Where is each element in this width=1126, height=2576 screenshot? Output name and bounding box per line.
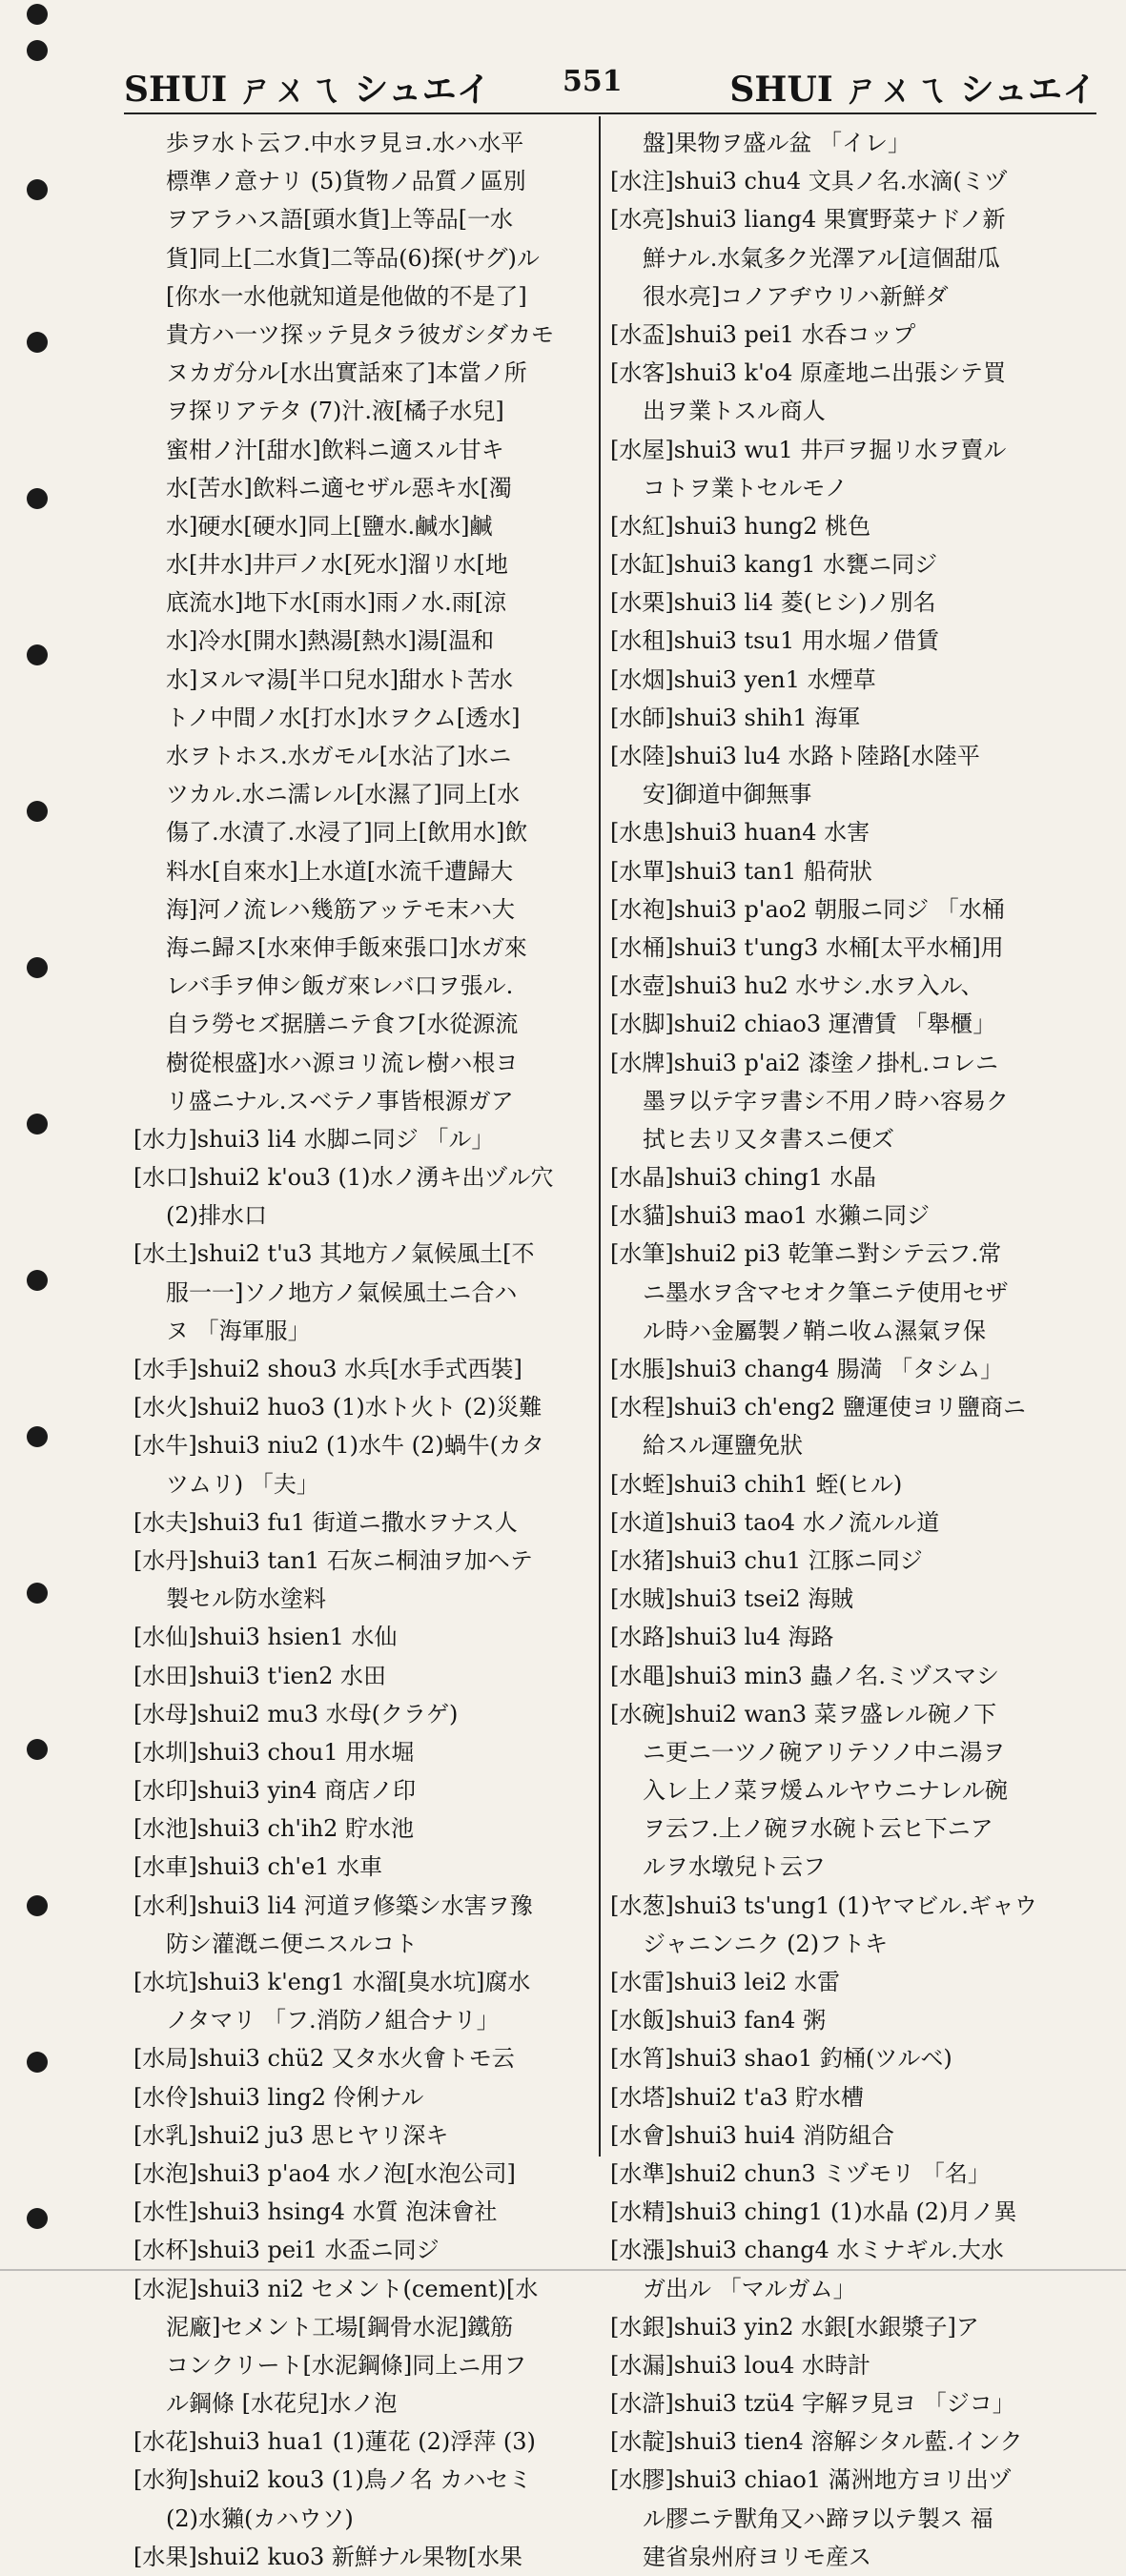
entry-headword-line: [水乳]shui2 ju3 思ヒヤリ深キ xyxy=(133,2121,449,2149)
page-header xyxy=(124,55,1096,112)
entry-headword-line: [水土]shui2 t'u3 其地方ノ氣候風土[不 xyxy=(133,1240,535,1268)
right-column xyxy=(610,124,1073,2576)
scan-edge xyxy=(0,2269,1126,2271)
left-column xyxy=(133,124,596,2576)
entry-continuation-line: (2)水獺(カハウソ) xyxy=(166,2504,354,2532)
entry-headword-line: [水陸]shui3 lu4 水路ト陸路[水陸平 xyxy=(610,743,980,769)
entry-continuation-line: 給スル運鹽免狀 xyxy=(643,1432,803,1460)
binding-hole xyxy=(27,644,48,665)
entry-continuation-line: 水]硬水[硬水]同上[鹽水.鹹水]鹹 xyxy=(166,512,493,540)
entry-continuation-line: ジャニンニク (2)フトキ xyxy=(643,1930,889,1957)
entry-headword-line: [水準]shui2 chun3 ミヅモリ 「名」 xyxy=(610,2159,991,2187)
binding-margin xyxy=(0,0,67,2297)
entry-headword-line: [水亮]shui3 liang4 果實野菜ナドノ新 xyxy=(610,206,1006,234)
entry-headword-line: [水患]shui3 huan4 水害 xyxy=(610,819,870,847)
binding-hole xyxy=(27,2052,48,2073)
entry-headword-line: [水脹]shui3 chang4 腸満 「タシム」 xyxy=(610,1356,1004,1382)
entry-headword-line: [水脚]shui2 chiao3 運漕賃 「舉櫃」 xyxy=(610,1011,996,1038)
entry-headword-line: [水泥]shui3 ni2 セメント(cement)[水 xyxy=(133,2275,539,2302)
entry-headword-line: [水飯]shui3 fan4 粥 xyxy=(610,2007,827,2034)
entry-headword-line: [水局]shui3 chü2 又タ水火會トモ云 xyxy=(133,2045,515,2073)
entry-continuation-line: ヲ探リアテタ (7)汁.液[橘子水兒] xyxy=(166,398,504,425)
entry-headword-line: [水桶]shui3 t'ung3 水桶[太平水桶]用 xyxy=(610,933,1004,961)
entry-headword-line: [水銀]shui3 yin2 水銀[水銀漿子]ア xyxy=(610,2313,979,2341)
entry-headword-line: [水車]shui3 ch'e1 水車 xyxy=(133,1853,383,1881)
entry-continuation-line: ヌカガ分ル[水出實話來了]本當ノ所 xyxy=(166,359,527,387)
entry-headword-line: [水漏]shui3 lou4 水時計 xyxy=(610,2351,871,2379)
entry-headword-line: [水紅]shui3 hung2 桃色 xyxy=(610,512,871,540)
entry-continuation-line: [你水一水他就知道是他做的不是了] xyxy=(166,282,527,310)
entry-continuation-line: ニ墨水ヲ含マセオク筆ニテ使用セザ xyxy=(643,1278,1009,1306)
entry-continuation-line: レバ手ヲ伸シ飯ガ來レバ口ヲ張ル. xyxy=(166,972,514,1000)
page-number: 551 xyxy=(563,65,623,98)
header-left-keyword: SHUI ㄕㄨㄟ シュエイ xyxy=(124,70,491,110)
entry-headword-line: [水缸]shui3 kang1 水甕ニ同ジ xyxy=(610,551,938,579)
entry-continuation-line: ノタマリ 「フ.消防ノ組合ナリ」 xyxy=(166,2007,500,2034)
header-right-keyword: SHUI ㄕㄨㄟ シュエイ xyxy=(729,70,1096,110)
entry-continuation-line: 入レ上ノ菜ヲ煖ムルヤウニナレル碗 xyxy=(643,1777,1008,1805)
entry-headword-line: [水客]shui3 k'o4 原產地ニ出張シテ買 xyxy=(610,359,1007,387)
entry-continuation-line: 水ヲトホス.水ガモル[水沾了]水ニ xyxy=(166,743,512,769)
entry-headword-line: [水壺]shui3 hu2 水サシ.水ヲ入ル、 xyxy=(610,972,984,1000)
entry-continuation-line: 水[井水]井戸ノ水[死水]溜リ水[地 xyxy=(166,551,508,579)
entry-continuation-line: リ盛ニナル.スベテノ事皆根源ガア xyxy=(166,1087,514,1114)
entry-continuation-line: 海]河ノ流レハ幾筋アッテモ末ハ大 xyxy=(166,895,516,923)
entry-headword-line: [水屋]shui3 wu1 井戸ヲ掘リ水ヲ賣ル xyxy=(610,436,1007,463)
binding-hole xyxy=(27,179,48,200)
entry-continuation-line: 傷了.水漬了.水浸了]同上[飲用水]飲 xyxy=(166,819,528,847)
entry-headword-line: [水碗]shui2 wan3 菜ヲ盛レル碗ノ下 xyxy=(610,1700,997,1728)
entry-headword-line: [水猪]shui3 chu1 江豚ニ同ジ xyxy=(610,1546,923,1574)
binding-hole xyxy=(27,801,48,822)
entry-headword-line: [水圳]shui3 chou1 用水堀 xyxy=(133,1738,415,1766)
entry-continuation-line: 水]冷水[開水]熱湯[熱水]湯[温和 xyxy=(166,627,495,655)
entry-continuation-line: 服一一]ソノ地方ノ氣候風土ニ合ハ xyxy=(166,1278,518,1306)
binding-hole xyxy=(27,1426,48,1447)
entry-continuation-line: ガ出ル 「マルガム」 xyxy=(643,2275,856,2302)
entry-continuation-line: 盤]果物ヲ盛ル盆 「イレ」 xyxy=(643,130,911,156)
entry-continuation-line: 海ニ歸ス[水來伸手飯來張口]水ガ來 xyxy=(166,933,527,961)
entry-headword-line: [水租]shui3 tsu1 用水堀ノ借賃 xyxy=(610,627,939,655)
column-divider xyxy=(599,116,601,2157)
entry-continuation-line: 料水[自來水]上水道[水流千遭歸大 xyxy=(166,857,514,885)
entry-headword-line: [水單]shui3 tan1 船荷狀 xyxy=(610,857,872,885)
entry-headword-line: [水性]shui3 hsing4 水質 泡沫會社 xyxy=(133,2198,498,2226)
entry-headword-line: [水烟]shui3 yen1 水煙草 xyxy=(610,665,876,693)
binding-hole xyxy=(27,1270,48,1291)
entry-continuation-line: 出ヲ業トスル商人 xyxy=(643,398,826,425)
entry-continuation-line: コトヲ業トセルモノ xyxy=(643,474,849,501)
entry-continuation-line: 底流水]地下水[雨水]雨ノ水.雨[涼 xyxy=(166,589,507,617)
entry-headword-line: [水仙]shui3 hsien1 水仙 xyxy=(133,1624,398,1651)
entry-continuation-line: ル鋼條 [水花兒]水ノ泡 xyxy=(166,2390,398,2418)
entry-continuation-line: ヌ 「海軍服」 xyxy=(166,1317,311,1344)
entry-continuation-line: 安]御道中御無事 xyxy=(643,781,812,808)
entry-continuation-line: 水[苦水]飲料ニ適セザル惡キ水[濁 xyxy=(166,474,512,501)
entry-continuation-line: 防シ灌漑ニ便ニスルコト xyxy=(166,1930,418,1957)
entry-continuation-line: 歩ヲ水ト云フ.中水ヲ見ヨ.水ハ水平 xyxy=(166,130,524,156)
entry-headword-line: [水筲]shui3 shao1 釣桶(ツルベ) xyxy=(610,2045,952,2073)
entry-continuation-line: 水]ヌルマ湯[半口兒水]甜水ト苦水 xyxy=(166,665,514,693)
entry-headword-line: [水賊]shui3 tsei2 海賊 xyxy=(610,1585,854,1613)
entry-headword-line: [水精]shui3 ching1 (1)水晶 (2)月ノ異 xyxy=(610,2198,1017,2226)
entry-continuation-line: 樹從根盛]水ハ源ヨリ流レ樹ハ根ヨ xyxy=(166,1049,519,1076)
entry-headword-line: [水坑]shui3 k'eng1 水溜[臭水坑]腐水 xyxy=(133,1969,531,1995)
entry-headword-line: [水田]shui3 t'ien2 水田 xyxy=(133,1662,387,1689)
entry-continuation-line: ル膠ニテ獸角又ハ蹄ヲ以テ製ス 福 xyxy=(643,2504,993,2532)
entry-continuation-line: 蜜柑ノ汁[甜水]飲料ニ適スル甘キ xyxy=(166,436,504,463)
entry-headword-line: [水泡]shui3 p'ao4 水ノ泡[水泡公司] xyxy=(133,2159,516,2187)
binding-hole xyxy=(27,1895,48,1916)
entry-headword-line: [水夫]shui3 fu1 街道ニ撒水ヲナス人 xyxy=(133,1508,518,1536)
entry-headword-line: [水會]shui3 hui4 消防組合 xyxy=(610,2121,895,2149)
entry-headword-line: [水雷]shui3 lei2 水雷 xyxy=(610,1969,840,1995)
entry-continuation-line: 拭ヒ去リ又タ書スニ便ズ xyxy=(643,1125,894,1153)
entry-continuation-line: トノ中間ノ水[打水]水ヲクム[透水] xyxy=(166,704,521,731)
entry-continuation-line: ヲアラハス語[頭水貨]上等品[一水 xyxy=(166,206,514,234)
entry-headword-line: [水貓]shui3 mao1 水獺ニ同ジ xyxy=(610,1202,930,1230)
entry-headword-line: [水路]shui3 lu4 海路 xyxy=(610,1624,834,1651)
entry-continuation-line: 自ラ勞セズ据膳ニテ食フ[水從源流 xyxy=(166,1011,519,1038)
entry-continuation-line: ル時ハ金屬製ノ鞘ニ收ム濕氣ヲ保 xyxy=(643,1317,986,1344)
entry-headword-line: [水膠]shui3 chiao1 滿洲地方ヨリ出ヅ xyxy=(610,2466,1012,2494)
binding-hole xyxy=(27,4,48,25)
entry-continuation-line: ヲ云フ.上ノ碗ヲ水碗ト云ヒ下ニア xyxy=(643,1815,993,1843)
entry-continuation-line: ツムリ) 「夫」 xyxy=(166,1470,319,1498)
entry-continuation-line: 鮮ナル.水氣多ク光澤アル[這個甜瓜 xyxy=(643,244,1000,272)
entry-headword-line: [水母]shui2 mu3 水母(クラゲ) xyxy=(133,1700,459,1728)
entry-headword-line: [水滸]shui3 tzü4 字解ヲ見ヨ 「ジコ」 xyxy=(610,2390,1015,2418)
entry-continuation-line: 貴方ハ一ツ探ッテ見タラ彼ガシダカモ xyxy=(166,320,555,348)
entry-headword-line: [水程]shui3 ch'eng2 鹽運使ヨリ鹽商ニ xyxy=(610,1394,1026,1421)
entry-headword-line: [水力]shui3 li4 水脚ニ同ジ 「ル」 xyxy=(133,1125,495,1153)
entry-headword-line: [水袍]shui3 p'ao2 朝服ニ同ジ 「水桶 xyxy=(610,895,1005,923)
binding-hole xyxy=(27,1583,48,1604)
entry-continuation-line: ルヲ水墩兒ト云フ xyxy=(643,1853,826,1881)
entry-continuation-line: 標準ノ意ナリ (5)貨物ノ品質ノ區別 xyxy=(166,168,526,195)
binding-hole xyxy=(27,1739,48,1760)
entry-headword-line: [水火]shui2 huo3 (1)水ト火ト (2)災難 xyxy=(133,1394,543,1421)
entry-headword-line: [水注]shui3 chu4 文具ノ名.水滴(ミヅ xyxy=(610,168,1008,195)
header-rule xyxy=(124,112,1096,114)
entry-continuation-line: 製セル防水塗料 xyxy=(166,1585,326,1613)
entry-headword-line: [水狗]shui2 kou3 (1)鳥ノ名 カハセミ xyxy=(133,2466,532,2494)
binding-hole xyxy=(27,332,48,353)
entry-headword-line: [水印]shui3 yin4 商店ノ印 xyxy=(133,1777,417,1805)
binding-hole xyxy=(27,957,48,978)
entry-headword-line: [水果]shui2 kuo3 新鮮ナル果物[水果 xyxy=(133,2543,523,2570)
entry-headword-line: [水道]shui3 tao4 水ノ流ルル道 xyxy=(610,1508,940,1536)
entry-continuation-line: コンクリート[水泥鋼條]同上ニ用フ xyxy=(166,2351,527,2379)
entry-headword-line: [水丹]shui3 tan1 石灰ニ桐油ヲ加ヘテ xyxy=(133,1546,533,1574)
entry-headword-line: [水口]shui2 k'ou3 (1)水ノ湧キ出ヅル穴 xyxy=(133,1164,554,1192)
binding-hole xyxy=(27,40,48,61)
entry-headword-line: [水手]shui2 shou3 水兵[水手式西裝] xyxy=(133,1356,522,1382)
entry-headword-line: [水牌]shui3 p'ai2 漆塗ノ掛札.コレニ xyxy=(610,1049,999,1076)
entry-headword-line: [水栗]shui3 li4 菱(ヒシ)ノ別名 xyxy=(610,589,936,617)
entry-headword-line: [水牛]shui3 niu2 (1)水牛 (2)蝸牛(カタ xyxy=(133,1432,545,1460)
entry-headword-line: [水晶]shui3 ching1 水晶 xyxy=(610,1164,876,1192)
entry-continuation-line: ツカル.水ニ濡レル[水濕了]同上[水 xyxy=(166,781,521,808)
entry-continuation-line: 泥廠]セメント工場[鋼骨水泥]鐵筋 xyxy=(166,2313,514,2341)
binding-hole xyxy=(27,488,48,509)
entry-continuation-line: (2)排水口 xyxy=(166,1202,267,1230)
entry-headword-line: [水利]shui3 li4 河道ヲ修築シ水害ヲ豫 xyxy=(133,1891,533,1919)
entry-headword-line: [水葱]shui3 ts'ung1 (1)ヤマビル.ギャウ xyxy=(610,1891,1037,1919)
entry-continuation-line: 貨]同上[二水貨]二等品(6)探(サグ)ル xyxy=(166,244,540,272)
entry-continuation-line: 建省泉州府ヨリモ産ス xyxy=(643,2543,871,2570)
entry-continuation-line: ニ更ニ一ツノ碗アリテソノ中ニ湯ヲ xyxy=(643,1738,1006,1766)
binding-hole xyxy=(27,2208,48,2229)
entry-headword-line: [水蛭]shui3 chih1 蛭(ヒル) xyxy=(610,1470,903,1498)
entry-headword-line: [水盃]shui3 pei1 水呑コップ xyxy=(610,320,916,348)
entry-headword-line: [水池]shui3 ch'ih2 貯水池 xyxy=(133,1815,415,1843)
entry-continuation-line: 很水亮]コノアヂウリハ新鮮ダ xyxy=(643,282,949,310)
entry-headword-line: [水黽]shui3 min3 蟲ノ名.ミヅスマシ xyxy=(610,1662,999,1689)
entry-headword-line: [水花]shui3 hua1 (1)蓮花 (2)浮萍 (3) xyxy=(133,2428,536,2456)
entry-headword-line: [水塔]shui2 t'a3 貯水槽 xyxy=(610,2083,864,2111)
binding-hole xyxy=(27,1114,48,1135)
entry-headword-line: [水杯]shui3 pei1 水盃ニ同ジ xyxy=(133,2237,440,2264)
entry-headword-line: [水筆]shui2 pi3 乾筆ニ對シテ云フ.常 xyxy=(610,1240,1002,1268)
entry-headword-line: [水伶]shui3 ling2 伶俐ナル xyxy=(133,2083,424,2111)
entry-headword-line: [水漲]shui3 chang4 水ミナギル.大水 xyxy=(610,2237,1004,2264)
entry-continuation-line: 墨ヲ以テ字ヲ書シ不用ノ時ハ容易ク xyxy=(643,1087,1009,1114)
entry-headword-line: [水師]shui3 shih1 海軍 xyxy=(610,704,861,731)
entry-headword-line: [水靛]shui3 tien4 溶解シタル藍.インク xyxy=(610,2428,1023,2456)
